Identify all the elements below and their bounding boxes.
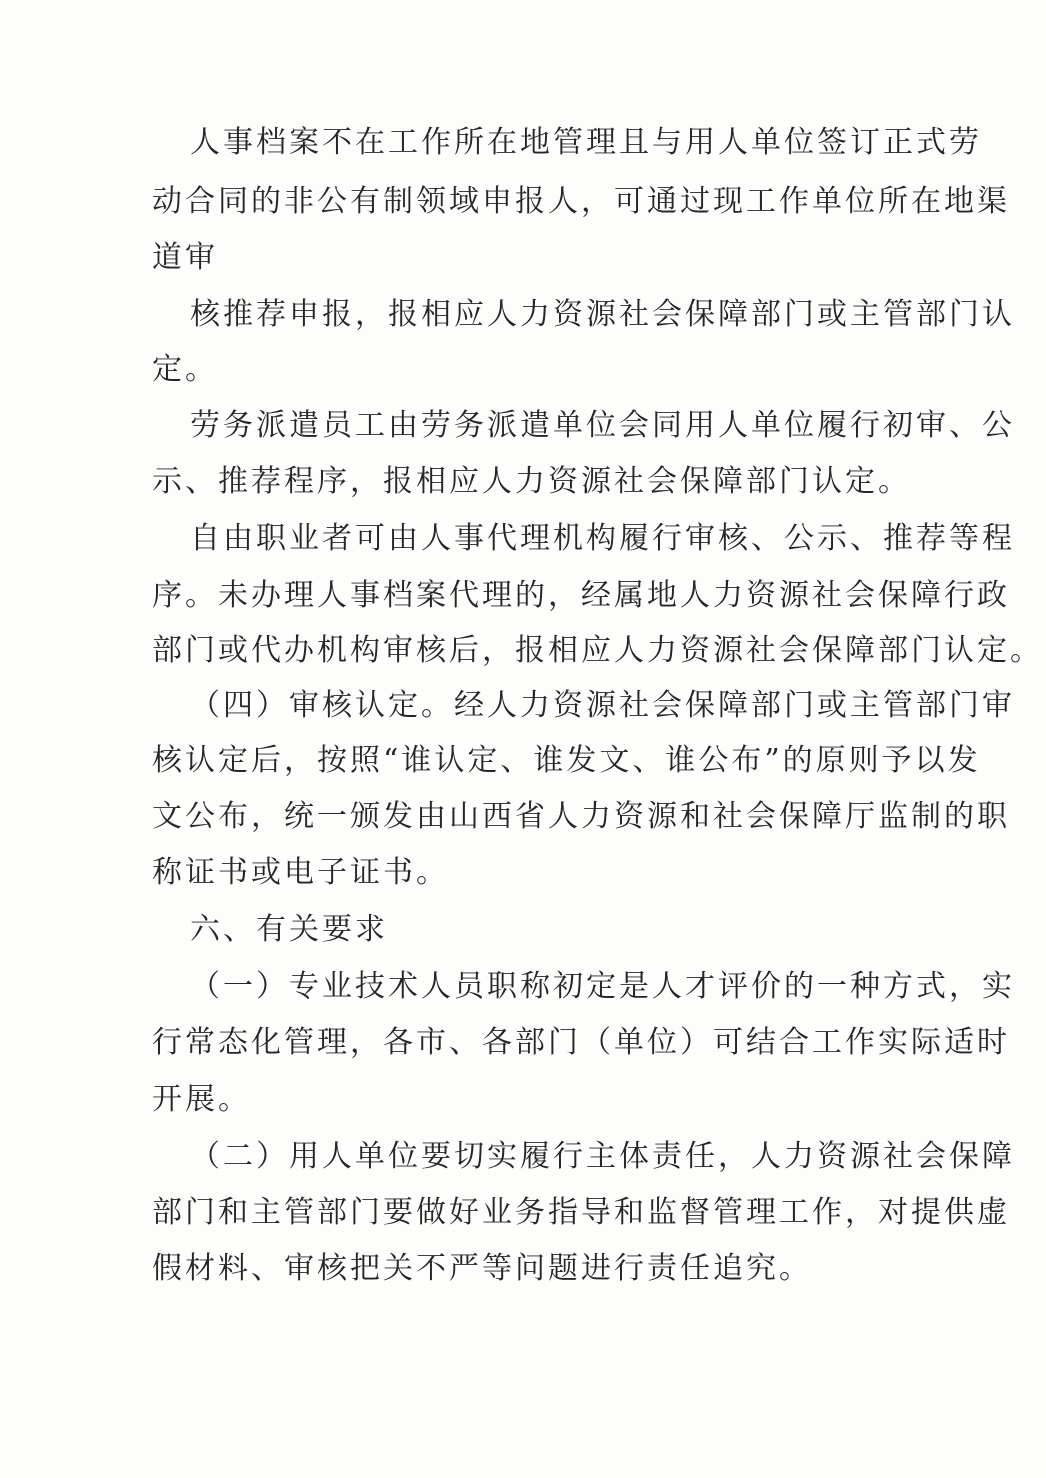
text-line: 部门和主管部门要做好业务指导和监督管理工作，对提供虚 [152,1195,1010,1230]
text-line: 核认定后，按照“谁认定、谁发文、谁公布”的原则予以发 [152,743,981,778]
text-line: 假材料、审核把关不严等问题进行责任追究。 [152,1251,812,1286]
text-line: （一）专业技术人员职称初定是人才评价的一种方式，实 [190,969,1015,1004]
text-line: 劳务派遣员工由劳务派遣单位会同用人单位履行初审、公 [190,408,1015,443]
text-line: （四）审核认定。经人力资源社会保障部门或主管部门审 [190,688,1015,723]
text-line: 文公布，统一颁发由山西省人力资源和社会保障厅监制的职 [152,799,1010,834]
text-line: 动合同的非公有制领域申报人，可通过现工作单位所在地渠 [152,184,1010,219]
text-line: 道审 [152,240,218,275]
text-line: 开展。 [152,1082,251,1117]
text-line: 自由职业者可由人事代理机构履行审核、公示、推荐等程 [190,521,1015,556]
text-line: 人事档案不在工作所在地管理且与用人单位签订正式劳 [190,125,982,160]
text-line: 行常态化管理，各市、各部门（单位）可结合工作实际适时 [152,1025,1010,1060]
text-line: （二）用人单位要切实履行主体责任，人力资源社会保障 [190,1139,1015,1174]
text-line: 核推荐申报，报相应人力资源社会保障部门或主管部门认 [190,297,1015,332]
text-line: 示、推荐程序，报相应人力资源社会保障部门认定。 [152,464,911,499]
text-line: 部门或代办机构审核后，报相应人力资源社会保障部门认定。 [152,633,1043,668]
text-line: 称证书或电子证书。 [152,855,449,890]
text-line: 序。未办理人事档案代理的，经属地人力资源社会保障行政 [152,578,1010,613]
text-line: 定。 [152,352,218,387]
section-heading: 六、有关要求 [190,912,388,947]
